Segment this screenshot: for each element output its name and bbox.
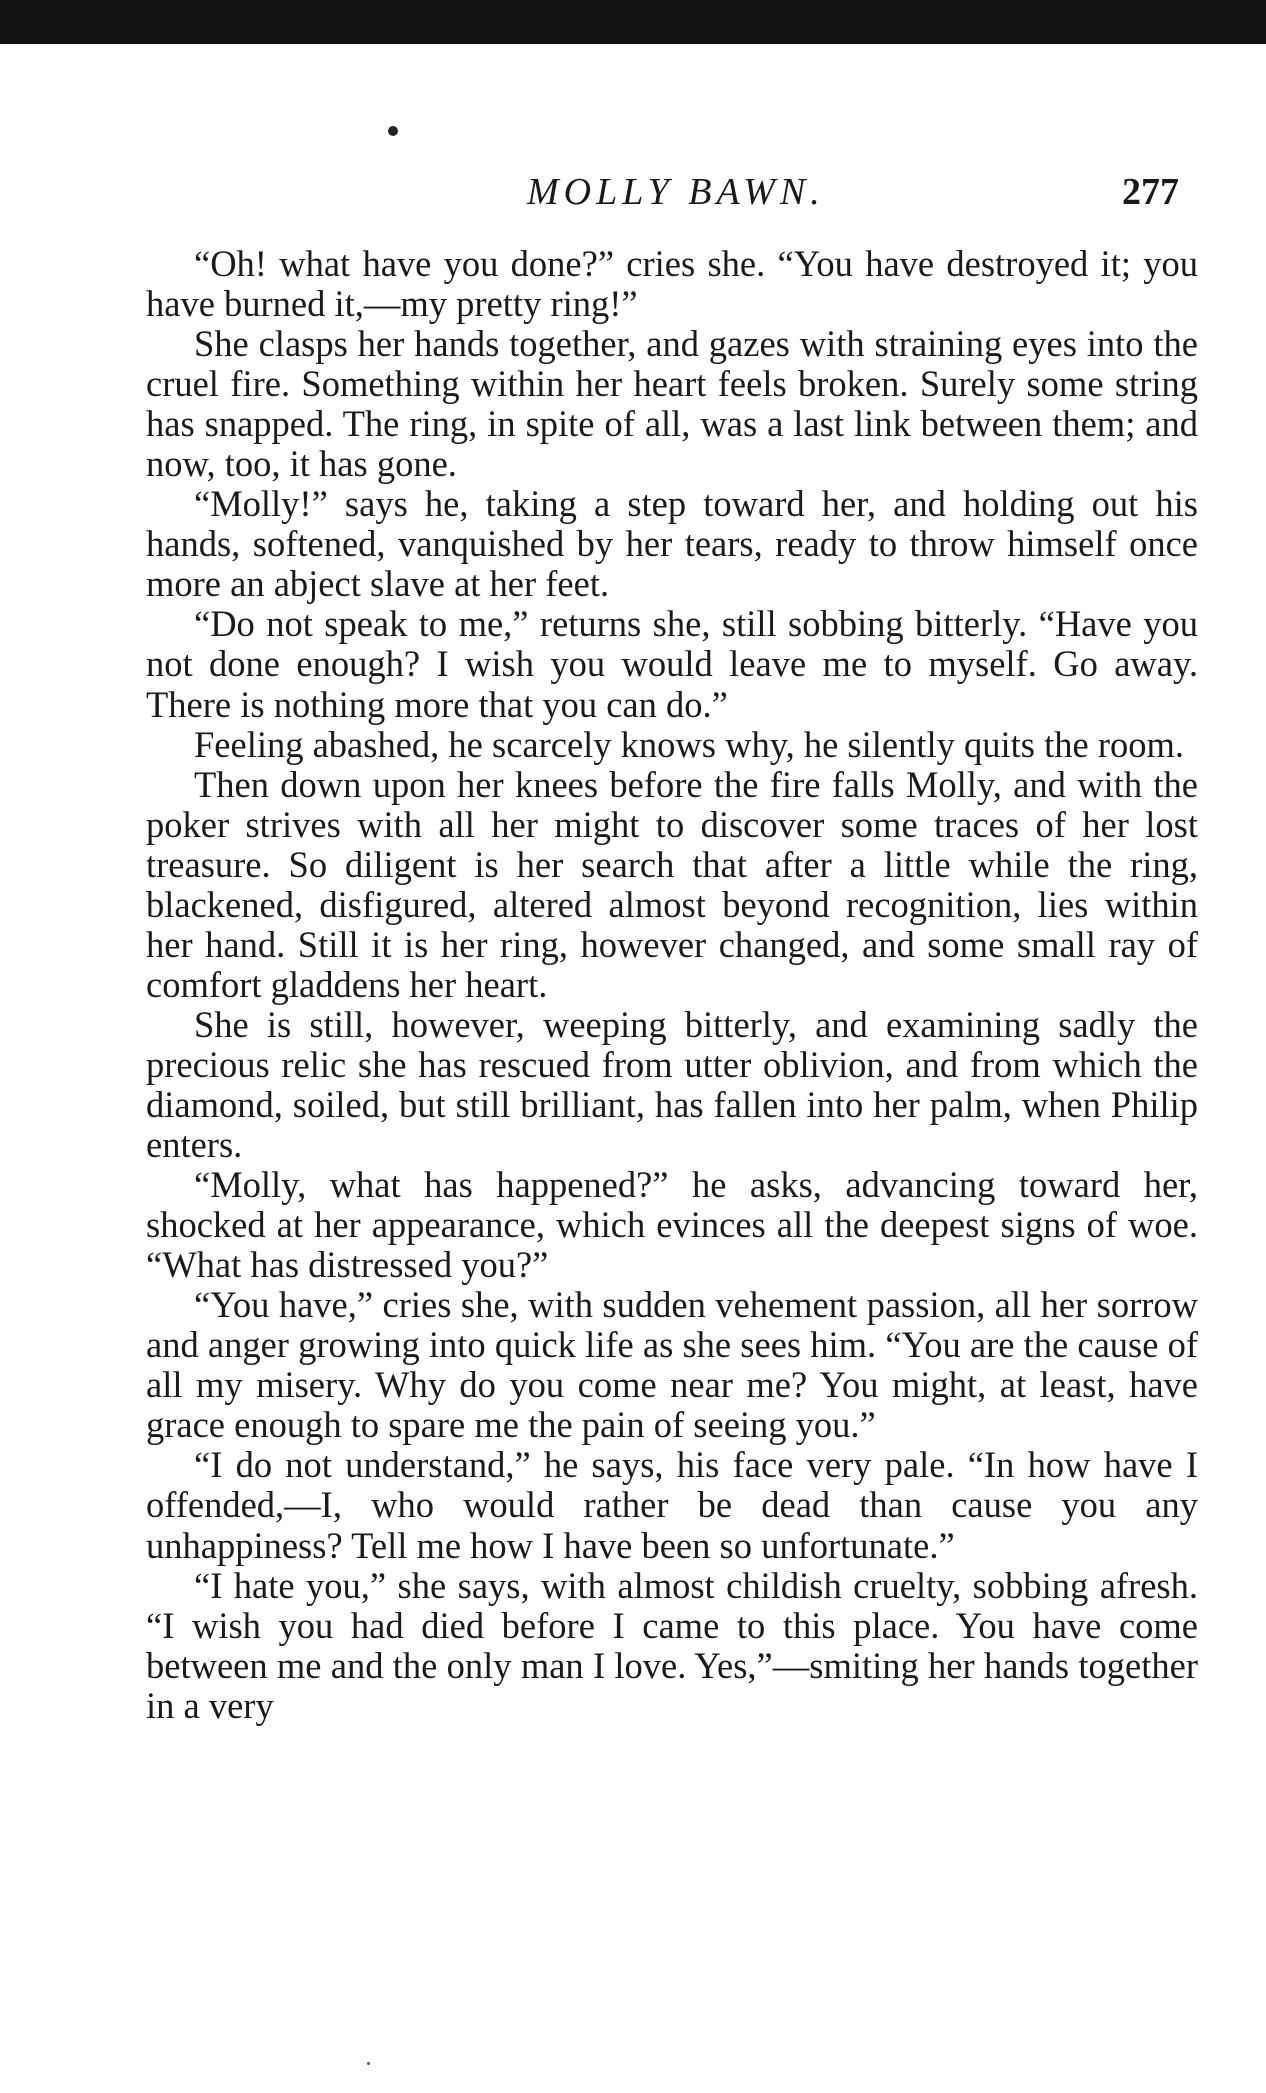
paragraph: She is still, however, weeping bitterly, and examining sadly the precious relic she has rescued from utter oblivion, and from which the diamond, soiled, but still brilliant, has fallen into her palm, when Philip enters.	[146, 1003, 1198, 1166]
ink-speck	[388, 126, 398, 136]
paragraph: “Molly, what has happened?” he asks, advancing toward her, shocked at her appearance, which evinces all the deepest signs of woe. “What has distressed you?”	[146, 1164, 1198, 1286]
paragraph: She clasps her hands together, and gazes with straining eyes into the cruel fire. Something within her heart feels broken. Surely some string has snapped. The ring, in spite of all, was a last link between them; and now, too, it has gone.	[146, 323, 1198, 485]
paragraph: Then down upon her knees before the fire falls Molly, and with the poker strives with all her might to discover some traces of her lost treasure. So diligent is her search that after a little while the ring, blackened, disfigured, altered almost beyond recognition, lies within her hand. Still it is her ring, however changed, and some small ray of comfort gladdens her heart.	[146, 763, 1198, 1005]
page-number: 277	[1122, 171, 1179, 213]
paragraph: “You have,” cries she, with sudden vehement passion, all her sorrow and anger growing into quick life as she sees him. “You are the cause of all my misery. Why do you come near me? You might, at least, have grace enough to spare me the pain of seeing you.”	[146, 1284, 1198, 1446]
running-header	[0, 166, 1266, 214]
paragraph: “Oh! what have you done?” cries she. “You have destroyed it; you have burned it,—my pretty ring!”	[146, 243, 1198, 325]
top-border-rule	[0, 0, 1266, 44]
paragraph: “I hate you,” she says, with almost childish cruelty, sobbing afresh. “I wish you had died before I came to this place. You have come between me and the only man I love. Yes,”—smiting her hands together in a very	[146, 1564, 1198, 1726]
paragraph: “Molly!” says he, taking a step toward her, and holding out his hands, softened, vanquished by her tears, ready to throw himself once more an abject slave at her feet.	[146, 483, 1198, 605]
paragraph: Feeling abashed, he scarcely knows why, he silently quits the room.	[194, 723, 1185, 765]
paragraph: “I do not understand,” he says, his face very pale. “In how have I offended,—I, who would rather be dead than cause you any unhappiness? Tell me how I have been so unfortunate.”	[146, 1444, 1198, 1566]
body-text	[146, 244, 1198, 1726]
paragraph: “Do not speak to me,” returns she, still sobbing bitterly. “Have you not done enough? I wish you would leave me to myself. Go away. There is nothing more that you can do.”	[146, 603, 1198, 725]
running-title: MOLLY BAWN.	[527, 171, 825, 213]
ink-speck	[367, 2062, 370, 2065]
